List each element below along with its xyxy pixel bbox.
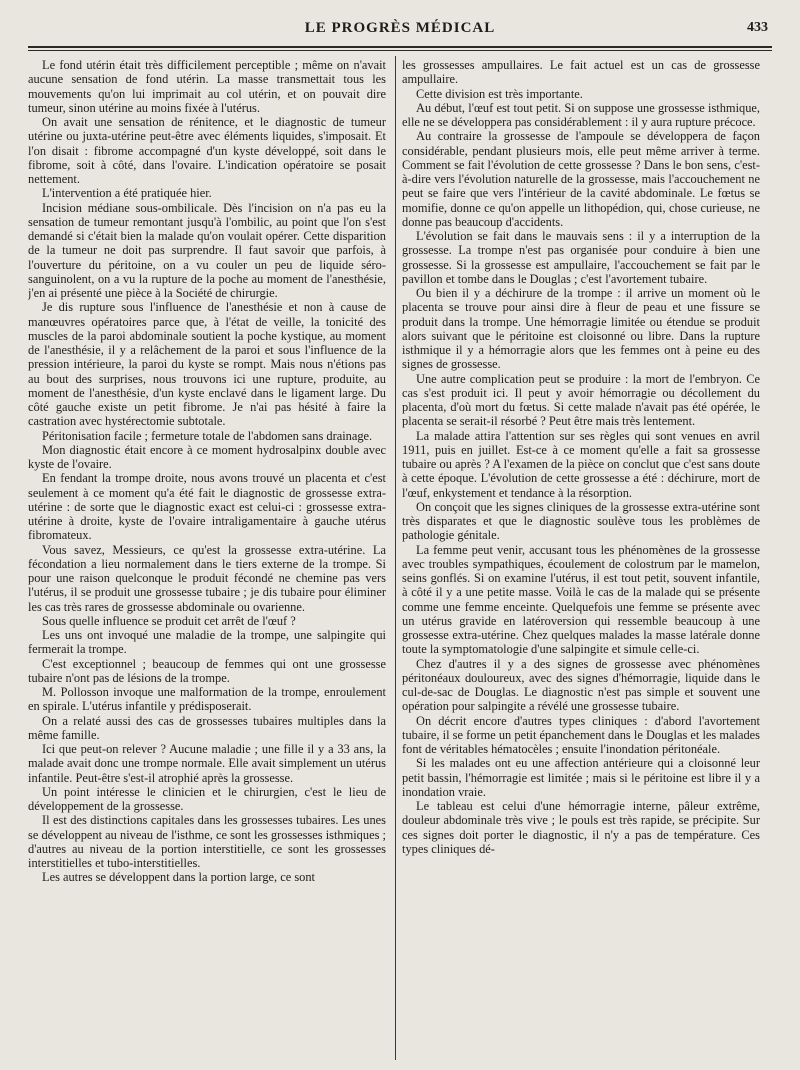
column-divider bbox=[395, 56, 396, 1060]
paragraph: On décrit encore d'autres types cliniques : d'abord l'avortement tubaire, il se forme un petit épanchement dans le Douglas et les malades font de véritables hématocèles ; ensuite l'inondation péritonéale. bbox=[402, 713, 760, 756]
paragraph: Sous quelle influence se produit cet arrêt de l'œuf ? bbox=[42, 613, 296, 628]
paragraph: Une autre complication peut se produire : la mort de l'embryon. Ce cas s'est produit ici. Il peut y avoir hémorragie ou décollement du placenta, d'où mort du fœtus. Si cette malade n'avait pas été opérée, le placenta se serait-il résorbé ? Peut être mais très lentement. bbox=[402, 371, 760, 429]
paragraph: Cette division est très importante. bbox=[416, 86, 583, 101]
paragraph: La malade attira l'attention sur ses règles qui sont venues en avril 1911, puis en juillet. Est-ce à ce moment qu'elle a fait sa grossesse tubaire ou après ? A l'examen de la pièce on conclut que c'est sans doute à cette époque. L'évolution de cette grossesse a été : déchirure, mort de l'œuf, enkystement et tendance à la résorption. bbox=[402, 428, 760, 500]
paragraph: Mon diagnostic était encore à ce moment hydrosalpinx double avec kyste de l'ovaire. bbox=[28, 442, 386, 471]
paragraph: L'évolution se fait dans le mauvais sens : il y a interruption de la grossesse. La trompe n'est pas organisée pour conduire à bien une grossesse. Si la grossesse est ampullaire, l'accouchement se fait par le pavillon et tombe dans le Douglas ; c'est l'avortement tubaire. bbox=[402, 229, 760, 286]
paragraph: Au début, l'œuf est tout petit. Si on suppose une grossesse isthmique, elle ne se développera pas considérablement : il y aura rupture précoce. bbox=[402, 100, 760, 129]
paragraph: C'est exceptionnel ; beaucoup de femmes qui ont une grossesse tubaire n'ont pas de lésions de la trompe. bbox=[28, 656, 386, 685]
paragraph: Chez d'autres il y a des signes de grossesse avec phénomènes péritonéaux douloureux, avec des signes d'hémorragie, liquide dans le cul-de-sac de Douglas. Le diagnostic n'est pas simple et souvent une opération pour salpingite a révélé une grossesse tubaire. bbox=[402, 656, 760, 714]
paragraph: On avait une sensation de rénitence, et le diagnostic de tumeur utérine ou juxta-utérine peut-être avec éléments liquides, s'imposait. Et l'on disait : fibrome accompagné d'un kyste développé, soit dans le fibrome, soit à côté, dans l'ovaire. L'indication opératoire se posait nettement. bbox=[28, 115, 386, 186]
paragraph: Vous savez, Messieurs, ce qu'est la grossesse extra-utérine. La fécondation a lieu normalement dans le tiers externe de la trompe. Si pour une raison quelconque le produit fécondé ne chemine pas vers l'utérus, il se produit une grossesse tubaire ; je dis tubaire pour éliminer les cas très rares de grossesse abdominale ou ovarienne. bbox=[28, 542, 386, 614]
header-rule-thin bbox=[28, 50, 772, 51]
paragraph: La femme peut venir, accusant tous les phénomènes de la grossesse avec troubles sympathiques, écoulement de colostrum par le mamelon, seins gonflés. Si on examine l'utérus, il est tout petit, souvent infantile, à côté il y a une petite masse. Voilà le cas de la malade qui se présente comme une femme enceinte. Quelquefois une femme se présente avec un utérus gravide en latéroversion qui ressemble beaucoup à une grossesse extra-utérine. Chez quelques malades la masse latérale donne toute la symptomatologie d'une salpingite et simule celle-ci. bbox=[402, 542, 760, 657]
paragraph: Les uns ont invoqué une maladie de la trompe, une salpingite qui fermerait la trompe. bbox=[28, 628, 386, 657]
paragraph: Ici que peut-on relever ? Aucune maladie ; une fille il y a 33 ans, la malade avait donc une trompe normale. Elle avait simplement un utérus infantile. Peut-être s'est-il atrophié après la grossesse. bbox=[28, 742, 386, 785]
left-column bbox=[28, 58, 386, 1058]
paragraph: M. Pollosson invoque une malformation de la trompe, enroulement en spirale. L'utérus infantile y prédisposerait. bbox=[28, 685, 386, 714]
paragraph: Les autres se développent dans la portion large, ce sont bbox=[42, 870, 315, 885]
paragraph: les grossesses ampullaires. Le fait actuel est un cas de grossesse ampullaire. bbox=[402, 58, 760, 87]
paragraph: Le fond utérin était très difficilement perceptible ; même on n'avait aucune sensation de fond utérin. La masse transmettait tous les mouvements qu'on lui imprimait au col utérin, et on pouvait dire tumeur, sinon utérine au moins fixée à l'utérus. bbox=[28, 58, 386, 115]
paragraph: Incision médiane sous-ombilicale. Dès l'incision on n'a pas eu la sensation de tumeur remontant jusqu'à l'ombilic, au point que l'on s'est demandé si c'était bien la malade qu'on voulait opérer. Cette disparition de la tumeur ne doit pas surprendre. Il faut savoir que parfois, à l'ouverture du péritoine, on a vu couler un peu de liquide séro-sanguinolent, on a vu la rupture de la poche au moment de l'anesthésie, j'en ai présenté une pièce à la Société de chirurgie. bbox=[28, 200, 386, 300]
journal-title: LE PROGRÈS MÉDICAL bbox=[304, 20, 496, 36]
paragraph: Si les malades ont eu une affection antérieure qui a cloisonné leur petit bassin, l'hémorragie est limitée ; mais si le péritoine est libre il y a inondation vraie. bbox=[402, 756, 760, 799]
page-number: 433 bbox=[747, 20, 768, 35]
paragraph: On conçoit que les signes cliniques de la grossesse extra-utérine sont très disparates et que le diagnostic soulève tous les problèmes de pathologie génitale. bbox=[402, 499, 760, 543]
page-header bbox=[28, 20, 772, 42]
paragraph: Au contraire la grossesse de l'ampoule se développera de façon considérable, pendant plusieurs mois, elle peut même arriver à terme. Comment se fait l'évolution de cette grossesse ? Dans le bon sens, c'est-à-dire vers l'évolution naturelle de la grossesse, mais l'accouchement ne peut se faire que vers l'intérieur de la cavité abdominale. Le fœtus se momifie, donne ce qu'on appelle un lithopédion, qui, chose curieuse, ne donne pas beaucoup d'accidents. bbox=[402, 129, 760, 229]
paragraph: Un point intéresse le clinicien et le chirurgien, c'est le lieu de développement de la grossesse. bbox=[28, 784, 386, 813]
paragraph: Péritonisation facile ; fermeture totale de l'abdomen sans drainage. bbox=[42, 428, 373, 443]
paragraph: Je dis rupture sous l'influence de l'anesthésie et non à cause de manœuvres opératoires parce que, à l'état de veille, la tonicité des muscles de la paroi abdominale soutient la poche kystique, au moment de l'anesthésie, il y a relâchement de la paroi et sous l'influence de la pression intérieure, la paroi du kyste se rompt. Mais nous n'étions pas au bout des surprises, nous trouvons ici une rupture, produite, au moment de l'anesthésie, d'un kyste enclavé dans le ligament large. Du côté gauche existe un petit fibrome. Je n'ai pas hésité à faire la castration avec hystérectomie subtotale. bbox=[28, 300, 386, 429]
paragraph: En fendant la trompe droite, nous avons trouvé un placenta et c'est seulement à ce moment qu'a été fait le diagnostic de grossesse extra-utérine : de sorte que le diagnostic exact est celui-ci : grossesse extra-utérine à droite, kyste de l'ovaire intraligamentaire à gauche utérus fibromateux. bbox=[28, 471, 386, 543]
paragraph: Le tableau est celui d'une hémorragie interne, pâleur extrême, douleur abdominale très vive ; le pouls est très rapide, se précipite. Sur ces signes doit porter le diagnostic, il n'y a pas de température. Ces types cliniques dé- bbox=[402, 799, 760, 856]
paragraph: L'intervention a été pratiquée hier. bbox=[42, 186, 212, 201]
header-rule bbox=[28, 46, 772, 48]
right-column bbox=[402, 58, 760, 1058]
paragraph: Ou bien il y a déchirure de la trompe : il arrive un moment où le placenta se trouve pour ainsi dire à fleur de peau et une fissure se produit dans la trompe. Une hémorragie limitée ou étendue se produit alors suivant que le péritoine est cloisonné ou libre. Dans la rupture isthmique il y a hémorragie alors que les femmes ont à peine eu des signes de grossesse. bbox=[402, 286, 760, 372]
paragraph: Il est des distinctions capitales dans les grossesses tubaires. Les unes se développent au niveau de l'isthme, ce sont les grossesses isthmiques ; d'autres au niveau de la portion interstitielle, ce sont les grossesses interstitielles et tubo-interstitielles. bbox=[28, 813, 386, 870]
paragraph: On a relaté aussi des cas de grossesses tubaires multiples dans la même famille. bbox=[28, 713, 386, 742]
